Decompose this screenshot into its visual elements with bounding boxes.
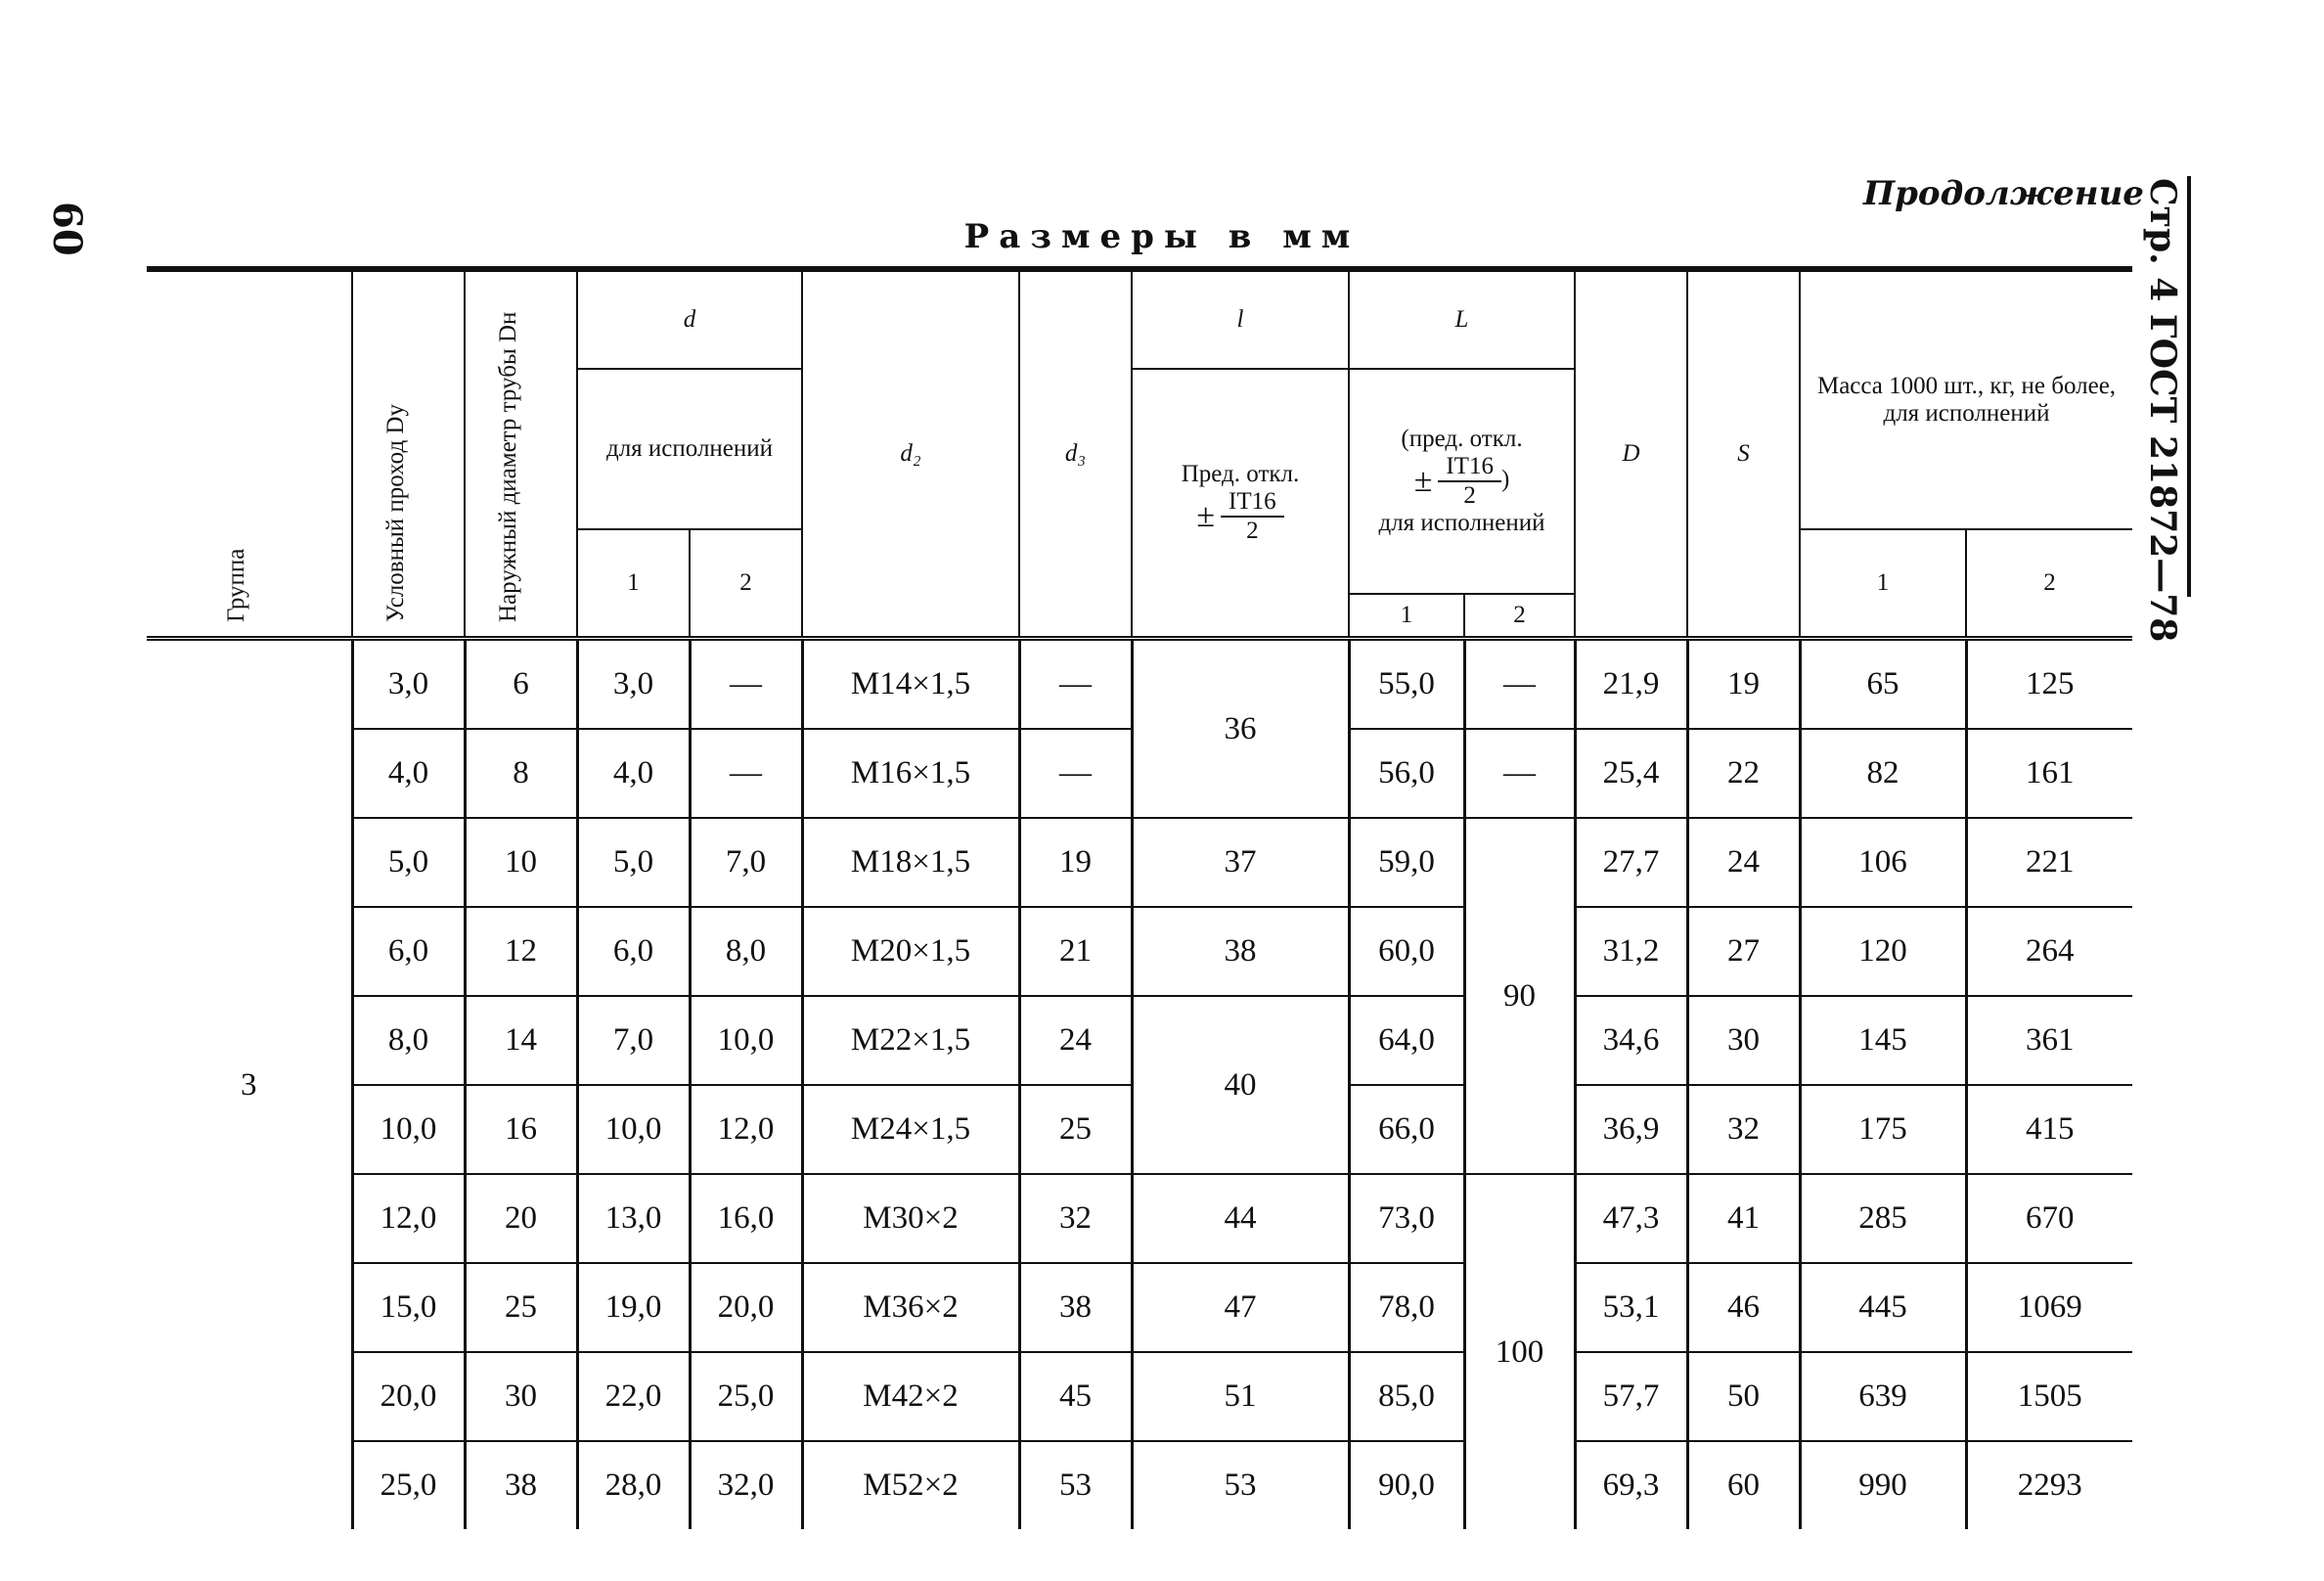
cell-mass2: 1505 [1966,1352,2132,1441]
cell-L2: 100 [1464,1174,1575,1529]
cell-d3: 24 [1019,996,1132,1085]
header-d: d [577,269,802,369]
cell-d1: 28,0 [577,1441,690,1529]
cell-d3: 21 [1019,907,1132,996]
page-number: 60 [44,202,90,256]
cell-l: 40 [1132,996,1349,1174]
cell-d1: 22,0 [577,1352,690,1441]
cell-D: 57,7 [1575,1352,1687,1441]
cell-D: 47,3 [1575,1174,1687,1263]
table-row [147,639,2132,730]
plus-minus-sign: ± [1413,463,1433,499]
cell-dy: 5,0 [352,818,465,907]
header-L: L [1349,269,1575,369]
cell-L1: 73,0 [1349,1174,1464,1263]
table-body [147,639,2132,1530]
cell-d3: — [1019,729,1132,818]
plus-minus-sign: ± [1196,498,1216,534]
cell-D: 27,7 [1575,818,1687,907]
cell-mass2: 361 [1966,996,2132,1085]
cell-d1: 6,0 [577,907,690,996]
cell-dy: 15,0 [352,1263,465,1352]
dimensions-table [147,266,2132,1529]
cell-L1: 56,0 [1349,729,1464,818]
L-fraction: $\frac{IT16}{2}$ [1438,453,1501,510]
header-mass: Масса 1000 шт., кг, не более, для исполнений [1800,269,2132,529]
cell-D: 34,6 [1575,996,1687,1085]
cell-L1: 59,0 [1349,818,1464,907]
header-S: S [1687,269,1800,639]
cell-l: 38 [1132,907,1349,996]
table-row [147,996,2132,1085]
cell-mass1: 145 [1800,996,1966,1085]
cell-L1: 60,0 [1349,907,1464,996]
cell-S: 32 [1687,1085,1800,1174]
cell-thread: M18×1,5 [802,818,1019,907]
cell-dn: 20 [465,1174,577,1263]
cell-S: 60 [1687,1441,1800,1529]
cell-d3: 45 [1019,1352,1132,1441]
cell-d2v: 12,0 [690,1085,802,1174]
cell-mass2: 221 [1966,818,2132,907]
table-header [147,269,2132,639]
cell-L1: 78,0 [1349,1263,1464,1352]
cell-d2v: 32,0 [690,1441,802,1529]
cell-thread: M24×1,5 [802,1085,1019,1174]
cell-L1: 90,0 [1349,1441,1464,1529]
cell-mass1: 106 [1800,818,1966,907]
continuation-label: Продолжение [1863,174,2144,213]
table-row [147,1263,2132,1352]
cell-l: 47 [1132,1263,1349,1352]
cell-dy: 4,0 [352,729,465,818]
cell-d2v: 8,0 [690,907,802,996]
cell-d1: 10,0 [577,1085,690,1174]
group-cell: 3 [241,1066,257,1103]
cell-L1: 55,0 [1349,639,1464,730]
cell-d1: 3,0 [577,639,690,730]
cell-d3: 32 [1019,1174,1132,1263]
cell-dn: 25 [465,1263,577,1352]
cell-l: 36 [1132,639,1349,819]
cell-L2: 90 [1464,818,1575,1174]
cell-thread: M30×2 [802,1174,1019,1263]
header-L-tol: (пред. откл. ± $\frac{IT16}{2}$ ) для исполнений [1349,369,1575,594]
cell-L1: 85,0 [1349,1352,1464,1441]
cell-D: 25,4 [1575,729,1687,818]
cell-mass2: 1069 [1966,1263,2132,1352]
cell-S: 22 [1687,729,1800,818]
cell-S: 46 [1687,1263,1800,1352]
cell-d2v: 7,0 [690,818,802,907]
cell-d1: 7,0 [577,996,690,1085]
cell-l: 53 [1132,1441,1349,1529]
cell-d2v: — [690,639,802,730]
cell-mass1: 82 [1800,729,1966,818]
header-d-sub: для исполнений [577,369,802,529]
cell-d3: 53 [1019,1441,1132,1529]
cell-thread: M14×1,5 [802,639,1019,730]
cell-thread: M36×2 [802,1263,1019,1352]
cell-D: 53,1 [1575,1263,1687,1352]
header-d2: d₂ [802,269,1019,639]
cell-l: 44 [1132,1174,1349,1263]
cell-D: 31,2 [1575,907,1687,996]
cell-dy: 8,0 [352,996,465,1085]
cell-mass2: 2293 [1966,1441,2132,1529]
cell-d2v: 16,0 [690,1174,802,1263]
cell-mass1: 639 [1800,1352,1966,1441]
cell-L2: — [1464,639,1575,730]
cell-thread: M16×1,5 [802,729,1019,818]
l-tol-label: Пред. откл. [1181,461,1300,487]
cell-L1: 64,0 [1349,996,1464,1085]
cell-dn: 12 [465,907,577,996]
cell-mass2: 415 [1966,1085,2132,1174]
cell-S: 27 [1687,907,1800,996]
cell-dn: 6 [465,639,577,730]
cell-thread: M20×1,5 [802,907,1019,996]
cell-dy: 10,0 [352,1085,465,1174]
table-row [147,1441,2132,1529]
cell-L1: 66,0 [1349,1085,1464,1174]
cell-mass1: 990 [1800,1441,1966,1529]
cell-mass1: 285 [1800,1174,1966,1263]
header-mass-v2: 2 [1966,529,2132,639]
cell-S: 30 [1687,996,1800,1085]
cell-l: 51 [1132,1352,1349,1441]
table-row [147,907,2132,996]
cell-dn: 14 [465,996,577,1085]
header-L-v1: 1 [1349,594,1464,639]
cell-mass2: 264 [1966,907,2132,996]
cell-mass1: 175 [1800,1085,1966,1174]
l-fraction: $\frac{IT16}{2}$ [1221,488,1284,545]
cell-d3: 25 [1019,1085,1132,1174]
side-title: Стр. 4 ГОСТ 21872—78 [2142,178,2183,643]
cell-d2v: 25,0 [690,1352,802,1441]
cell-thread: M52×2 [802,1441,1019,1529]
header-d-v2: 2 [690,529,802,639]
cell-mass2: 161 [1966,729,2132,818]
dimensions-title: Размеры в мм [963,217,1361,256]
header-D: D [1575,269,1687,639]
header-dn: Наружный диаметр трубы Dн [465,269,577,639]
cell-D: 36,9 [1575,1085,1687,1174]
cell-D: 21,9 [1575,639,1687,730]
header-l: l [1132,269,1349,369]
cell-mass2: 125 [1966,639,2132,730]
cell-mass2: 670 [1966,1174,2132,1263]
cell-dy: 20,0 [352,1352,465,1441]
cell-mass1: 65 [1800,639,1966,730]
cell-dy: 25,0 [352,1441,465,1529]
cell-d3: 38 [1019,1263,1132,1352]
cell-d1: 5,0 [577,818,690,907]
cell-dn: 10 [465,818,577,907]
table-row [147,818,2132,907]
header-mass-v1: 1 [1800,529,1966,639]
header-l-tol [1132,369,1349,639]
cell-S: 50 [1687,1352,1800,1441]
cell-dn: 16 [465,1085,577,1174]
cell-dn: 8 [465,729,577,818]
header-d3: d₃ [1019,269,1132,639]
cell-S: 24 [1687,818,1800,907]
cell-d3: 19 [1019,818,1132,907]
cell-dy: 6,0 [352,907,465,996]
cell-d1: 19,0 [577,1263,690,1352]
cell-mass1: 445 [1800,1263,1966,1352]
cell-dn: 30 [465,1352,577,1441]
cell-mass1: 120 [1800,907,1966,996]
header-d-v1: 1 [577,529,690,639]
cell-l: 37 [1132,818,1349,907]
cell-thread: M42×2 [802,1352,1019,1441]
cell-d2v: 10,0 [690,996,802,1085]
cell-d2v: — [690,729,802,818]
cell-d3: — [1019,639,1132,730]
header-L-v2: 2 [1464,594,1575,639]
table-row [147,1352,2132,1441]
cell-D: 69,3 [1575,1441,1687,1529]
cell-d1: 13,0 [577,1174,690,1263]
cell-S: 41 [1687,1174,1800,1263]
cell-L2: — [1464,729,1575,818]
header-group: Группа [222,548,249,622]
cell-dy: 12,0 [352,1174,465,1263]
cell-d2v: 20,0 [690,1263,802,1352]
cell-thread: M22×1,5 [802,996,1019,1085]
cell-dy: 3,0 [352,639,465,730]
table-row [147,1174,2132,1263]
cell-dn: 38 [465,1441,577,1529]
cell-S: 19 [1687,639,1800,730]
cell-d1: 4,0 [577,729,690,818]
header-dy: Условный проход Dу [352,269,465,639]
